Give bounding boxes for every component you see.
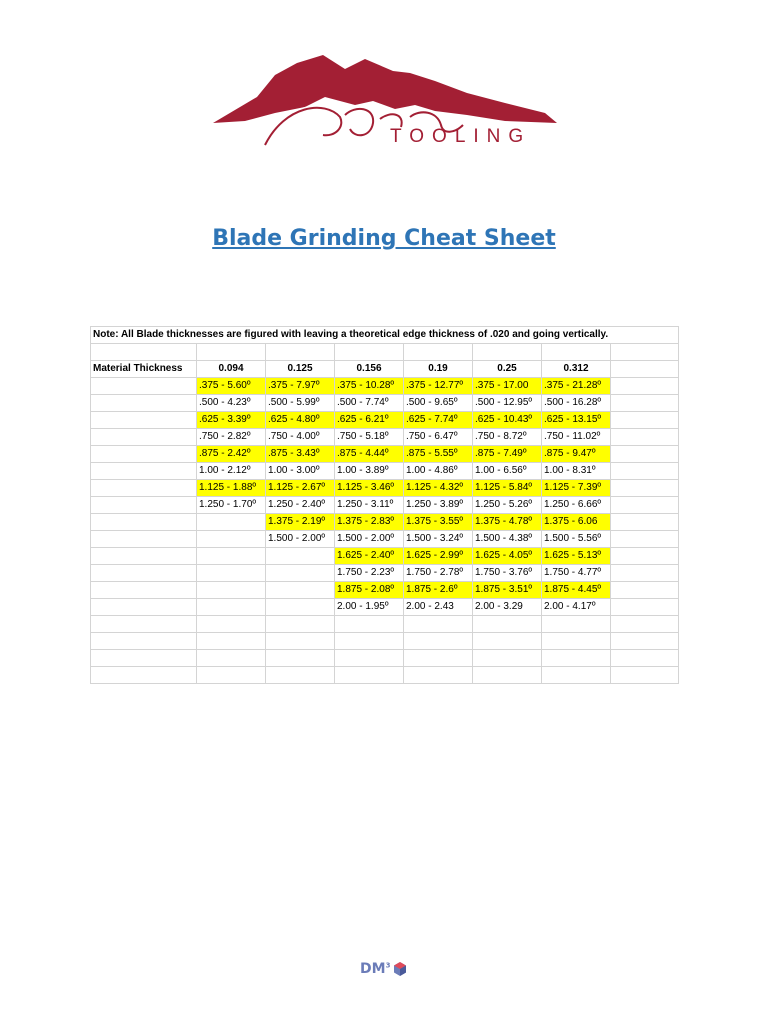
empty-cell <box>611 446 679 463</box>
empty-cell <box>611 599 679 616</box>
table-cell: .500 - 5.99º <box>266 395 335 412</box>
empty-cell <box>611 497 679 514</box>
note-text: Note: All Blade thicknesses are figured with leaving a theoretical edge thickness of .020 and going vertically. <box>91 327 679 344</box>
table-row <box>91 378 679 395</box>
table-cell: 1.375 - 6.06 <box>542 514 611 531</box>
empty-cell <box>611 463 679 480</box>
table-cell: 1.875 - 3.51º <box>473 582 542 599</box>
row-label-cell <box>91 429 197 446</box>
empty-cell <box>611 514 679 531</box>
table-cell: 2.00 - 3.29 <box>473 599 542 616</box>
table-cell: 1.375 - 3.55º <box>404 514 473 531</box>
table-cell: 1.125 - 5.84º <box>473 480 542 497</box>
table-row <box>91 429 679 446</box>
table-cell <box>197 548 266 565</box>
column-header: 0.312 <box>542 361 611 378</box>
table-cell: 1.250 - 6.66º <box>542 497 611 514</box>
empty-cell <box>611 565 679 582</box>
table-cell <box>266 565 335 582</box>
header-row <box>91 361 679 378</box>
table-cell: .500 - 16.28º <box>542 395 611 412</box>
table-cell: 1.00 - 6.56º <box>473 463 542 480</box>
table-cell: 1.00 - 3.00º <box>266 463 335 480</box>
table-row <box>91 582 679 599</box>
table-cell: 1.500 - 3.24º <box>404 531 473 548</box>
table-cell: .750 - 5.18º <box>335 429 404 446</box>
table-cell: .750 - 8.72º <box>473 429 542 446</box>
row-label-cell <box>91 565 197 582</box>
row-label-cell <box>91 599 197 616</box>
table-cell: 1.125 - 7.39º <box>542 480 611 497</box>
table-cell: 1.125 - 2.67º <box>266 480 335 497</box>
table-cell: 1.250 - 1.70º <box>197 497 266 514</box>
table-cell: 1.500 - 2.00º <box>335 531 404 548</box>
row-label-cell <box>91 480 197 497</box>
page-title: Blade Grinding Cheat Sheet <box>212 226 556 251</box>
table-cell: .875 - 7.49º <box>473 446 542 463</box>
table-cell: 1.500 - 5.56º <box>542 531 611 548</box>
logo-wordmark: TOOLING <box>390 126 532 147</box>
table-cell: .750 - 11.02º <box>542 429 611 446</box>
table-row <box>91 548 679 565</box>
column-header: 0.25 <box>473 361 542 378</box>
table-row <box>91 497 679 514</box>
table-cell: 1.125 - 3.46º <box>335 480 404 497</box>
row-label-cell <box>91 395 197 412</box>
table-cell: 1.250 - 3.89º <box>404 497 473 514</box>
table-cell <box>266 548 335 565</box>
row-label-cell <box>91 582 197 599</box>
table-cell: 1.750 - 3.76º <box>473 565 542 582</box>
empty-row <box>91 616 679 633</box>
table-row <box>91 531 679 548</box>
table-row <box>91 446 679 463</box>
material-thickness-label: Material Thickness <box>91 361 197 378</box>
column-header: 0.125 <box>266 361 335 378</box>
table-cell: .625 - 3.39º <box>197 412 266 429</box>
table-cell: .875 - 9.47º <box>542 446 611 463</box>
table-cell: .875 - 2.42º <box>197 446 266 463</box>
table-cell: .625 - 6.21º <box>335 412 404 429</box>
table-cell: .625 - 4.80º <box>266 412 335 429</box>
table-cell: .625 - 7.74º <box>404 412 473 429</box>
row-label-cell <box>91 531 197 548</box>
table-cell: .375 - 12.77º <box>404 378 473 395</box>
table-row <box>91 412 679 429</box>
table-cell: 1.00 - 8.31º <box>542 463 611 480</box>
table-cell: 1.875 - 4.45º <box>542 582 611 599</box>
table-cell: .375 - 10.28º <box>335 378 404 395</box>
table-cell <box>266 582 335 599</box>
table-cell <box>197 514 266 531</box>
cube-icon <box>392 961 408 977</box>
footer-logo <box>360 960 408 978</box>
table-cell: 1.250 - 3.11º <box>335 497 404 514</box>
footer-brand: $DM^3$ <box>360 961 391 977</box>
empty-cell <box>611 429 679 446</box>
table-cell: .500 - 7.74º <box>335 395 404 412</box>
table-cell: 1.750 - 2.78º <box>404 565 473 582</box>
note-row <box>91 327 679 344</box>
table-cell: 1.125 - 4.32º <box>404 480 473 497</box>
empty-row <box>91 650 679 667</box>
spacer-row <box>91 344 679 361</box>
table-cell: 1.00 - 3.89º <box>335 463 404 480</box>
row-label-cell <box>91 548 197 565</box>
table-cell: 1.375 - 2.83º <box>335 514 404 531</box>
empty-row <box>91 633 679 650</box>
empty-cell <box>611 412 679 429</box>
table-row <box>91 395 679 412</box>
table-cell: .375 - 17.00 <box>473 378 542 395</box>
table-cell: .500 - 9.65º <box>404 395 473 412</box>
table-cell: .375 - 5.60º <box>197 378 266 395</box>
table-cell: .375 - 21.28º <box>542 378 611 395</box>
table-cell: .875 - 4.44º <box>335 446 404 463</box>
table-cell: .750 - 6.47º <box>404 429 473 446</box>
column-header: 0.094 <box>197 361 266 378</box>
table-cell: 1.250 - 2.40º <box>266 497 335 514</box>
table-cell: 1.625 - 2.99º <box>404 548 473 565</box>
table-cell <box>266 599 335 616</box>
table-row <box>91 514 679 531</box>
table-cell: 2.00 - 2.43 <box>404 599 473 616</box>
table-cell: 1.875 - 2.08º <box>335 582 404 599</box>
table-cell: 1.500 - 2.00º <box>266 531 335 548</box>
empty-cell <box>611 378 679 395</box>
table-cell: 1.00 - 4.86º <box>404 463 473 480</box>
table-cell: 1.375 - 4.78º <box>473 514 542 531</box>
grinding-table <box>90 326 679 684</box>
table-row <box>91 480 679 497</box>
empty-cell <box>611 531 679 548</box>
table-cell: 1.375 - 2.19º <box>266 514 335 531</box>
column-header: 0.156 <box>335 361 404 378</box>
table-cell: .875 - 5.55º <box>404 446 473 463</box>
row-label-cell <box>91 463 197 480</box>
table-row <box>91 463 679 480</box>
empty-cell <box>611 395 679 412</box>
table-cell: 2.00 - 1.95º <box>335 599 404 616</box>
table-cell: .750 - 2.82º <box>197 429 266 446</box>
table-cell: .500 - 12.95º <box>473 395 542 412</box>
table-cell: .625 - 10.43º <box>473 412 542 429</box>
table-cell: .750 - 4.00º <box>266 429 335 446</box>
table-cell: 1.500 - 4.38º <box>473 531 542 548</box>
empty-cell <box>611 548 679 565</box>
empty-cell <box>611 582 679 599</box>
row-label-cell <box>91 514 197 531</box>
table-cell: .625 - 13.15º <box>542 412 611 429</box>
empty-row <box>91 667 679 684</box>
table-cell: 1.875 - 2.6º <box>404 582 473 599</box>
table-cell <box>197 565 266 582</box>
table-body <box>91 327 679 684</box>
column-header: 0.19 <box>404 361 473 378</box>
row-label-cell <box>91 378 197 395</box>
table-cell: 1.625 - 2.40º <box>335 548 404 565</box>
table-cell: 1.00 - 2.12º <box>197 463 266 480</box>
table-cell: 1.250 - 5.26º <box>473 497 542 514</box>
table-cell <box>197 599 266 616</box>
table-row <box>91 565 679 582</box>
row-label-cell <box>91 446 197 463</box>
table-cell: 1.750 - 4.77º <box>542 565 611 582</box>
table-cell: 2.00 - 4.17º <box>542 599 611 616</box>
table-cell: 1.625 - 5.13º <box>542 548 611 565</box>
table-cell: 1.750 - 2.23º <box>335 565 404 582</box>
row-label-cell <box>91 497 197 514</box>
table-cell <box>197 582 266 599</box>
empty-cell <box>611 480 679 497</box>
table-cell: 1.125 - 1.88º <box>197 480 266 497</box>
table-cell <box>197 531 266 548</box>
table-row <box>91 599 679 616</box>
table-cell: 1.625 - 4.05º <box>473 548 542 565</box>
row-label-cell <box>91 412 197 429</box>
table-cell: .500 - 4.23º <box>197 395 266 412</box>
table-cell: .875 - 3.43º <box>266 446 335 463</box>
table-cell: .375 - 7.97º <box>266 378 335 395</box>
